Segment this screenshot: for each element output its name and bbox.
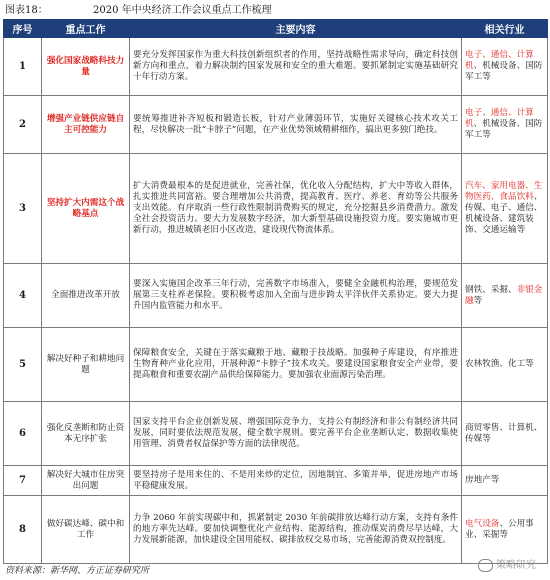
industry-segment: 农林牧渔、化工等 bbox=[465, 359, 534, 369]
row-content: 保障粮食安全，关键在于落实藏粮于地、藏粮于技战略。加强种子库建设，有序推进生物育种产业化应用，开展种源“卡脖子”技术攻关。要建设国家粮食安全产业带，要提高粮食和重要农副产品供给保障能力。要加强农业面源污染治理。 bbox=[130, 328, 462, 402]
row-focus: 解决好种子和耕地问题 bbox=[42, 328, 130, 402]
table-row bbox=[4, 402, 548, 466]
industry-segment: 等 bbox=[473, 295, 483, 306]
row-number: 1 bbox=[4, 38, 42, 96]
row-industry bbox=[462, 402, 548, 466]
figure-label: 图表18： bbox=[5, 5, 48, 16]
row-focus: 强化国家战略科技力量 bbox=[42, 38, 130, 96]
table-row bbox=[4, 466, 548, 496]
row-focus: 增强产业链供应链自主可控能力 bbox=[42, 96, 130, 154]
source-note: 资料来源：新华网、方正证券研究所 bbox=[5, 566, 150, 576]
industry-segment: 电子、通信、计算机 bbox=[465, 50, 534, 71]
industry-segment: 、传媒、电子、通信、机械设备、建筑装饰、交通运输等 bbox=[465, 192, 543, 235]
row-number: 2 bbox=[4, 96, 42, 154]
row-number: 4 bbox=[4, 264, 42, 328]
column-header-no: 序号 bbox=[4, 20, 42, 38]
watermark-text: 策略研究 bbox=[496, 560, 536, 571]
industry-segment: 商贸零售、计算机、传媒等 bbox=[465, 422, 543, 444]
industry-segment: 房地产等 bbox=[465, 475, 500, 485]
row-industry bbox=[462, 496, 548, 564]
table-row bbox=[4, 264, 548, 328]
row-content: 国家支持平台企业创新发展、增强国际竞争力，支持公有制经济和非公有制经济共同发展，同时要依法规范发展，健全数字规则。要完善平台企业垄断认定、数据收集使用管理、消费者权益保护等方面的法律规范。 bbox=[130, 402, 462, 466]
table-row bbox=[4, 38, 548, 96]
row-industry bbox=[462, 154, 548, 264]
industry-segment: 、机械设备、国防军工等 bbox=[465, 119, 543, 140]
table-header-row bbox=[4, 20, 548, 38]
row-content: 力争 2060 年前实现碳中和，抓紧制定 2030 年前碳排放达峰行动方案，支持有条件的地方率先达峰。要加快调整优化产业结构、能源结构，推动煤炭消费尽早达峰，大力发展新能源，加快建设全国用能权、碳排放权交易市场，完善能源消费双控制度。 bbox=[130, 496, 462, 564]
table-row bbox=[4, 328, 548, 402]
row-content: 要深入实施国企改革三年行动，完善数字市场准入，要健全金融机构治理，要规范发展第三支柱养老保险。要积极考虑加入全面与进步跨太平洋伙伴关系协定。要大力提升国内监管能力和水平。 bbox=[130, 264, 462, 328]
table-row bbox=[4, 154, 548, 264]
industry-segment: 非银金融 bbox=[465, 284, 543, 306]
row-number: 3 bbox=[4, 154, 42, 264]
row-industry bbox=[462, 328, 548, 402]
key-work-table bbox=[3, 19, 548, 564]
row-industry bbox=[462, 264, 548, 328]
row-content: 要统筹推进补齐短板和锻造长板，针对产业薄弱环节，实施好关键核心技术攻关工程，尽快解决一批“卡脖子”问题，在产业优势领域精耕细作，搞出更多独门绝技。 bbox=[130, 96, 462, 154]
row-focus: 做好碳达峰、碳中和工作 bbox=[42, 496, 130, 564]
row-content: 要充分发挥国家作为重大科技创新组织者的作用，坚持战略性需求导向，确定科技创新方向和重点，着力解决制约国家发展和安全的重大难题。要抓紧制定实施基础研究十年行动方案。 bbox=[130, 38, 462, 96]
row-focus: 强化反垄断和防止资本无序扩张 bbox=[42, 402, 130, 466]
column-header-focus: 重点工作 bbox=[42, 20, 130, 38]
row-industry bbox=[462, 466, 548, 496]
figure-title-bar bbox=[3, 3, 547, 19]
row-focus: 坚持扩大内需这个战略基点 bbox=[42, 154, 130, 264]
figure-title: 2020 年中央经济工作会议重点工作梳理 bbox=[93, 5, 272, 16]
industry-segment: 钢铁、采掘、 bbox=[465, 284, 517, 295]
industry-segment: 电子、通信、计算机 bbox=[465, 108, 534, 129]
watermark bbox=[478, 556, 536, 572]
row-number: 7 bbox=[4, 466, 42, 496]
row-number: 6 bbox=[4, 402, 42, 466]
table-row bbox=[4, 96, 548, 154]
industry-segment: 电气设备 bbox=[465, 518, 500, 529]
row-number: 8 bbox=[4, 496, 42, 564]
chat-bubble-icon bbox=[478, 559, 493, 572]
industry-segment: 、机械设备、国防军工等 bbox=[465, 61, 543, 82]
column-header-content: 主要内容 bbox=[130, 20, 462, 38]
industry-segment: 汽车、家用电器、生物医药、食品饮料 bbox=[465, 181, 543, 202]
row-industry bbox=[462, 38, 548, 96]
row-number: 5 bbox=[4, 328, 42, 402]
column-header-industry: 相关行业 bbox=[462, 20, 548, 38]
row-focus: 解决好大城市住房突出问题 bbox=[42, 466, 130, 496]
row-industry bbox=[462, 96, 548, 154]
industry-segment: 、公用事业、采掘等 bbox=[465, 518, 534, 540]
row-content: 要坚持房子是用来住的、不是用来炒的定位，因地制宜、多策并举，促进房地产市场平稳健康发展。 bbox=[130, 466, 462, 496]
table-row bbox=[4, 496, 548, 564]
row-focus: 全面推进改革开放 bbox=[42, 264, 130, 328]
row-content: 扩大消费最根本的是促进就业，完善社保，优化收入分配结构，扩大中等收入群体，扎实推进共同富裕。要合理增加公共消费，提高教育、医疗、养老、育幼等公共服务支出效能。有序取消一些行政性限制消费购买的规定，充分挖掘县乡消费潜力。激发全社会投资活力。要大力发展数字经济，加大新型基础设施投资力度。要实施城市更新行动，推进城镇老旧小区改造，建设现代物流体系。 bbox=[130, 154, 462, 264]
